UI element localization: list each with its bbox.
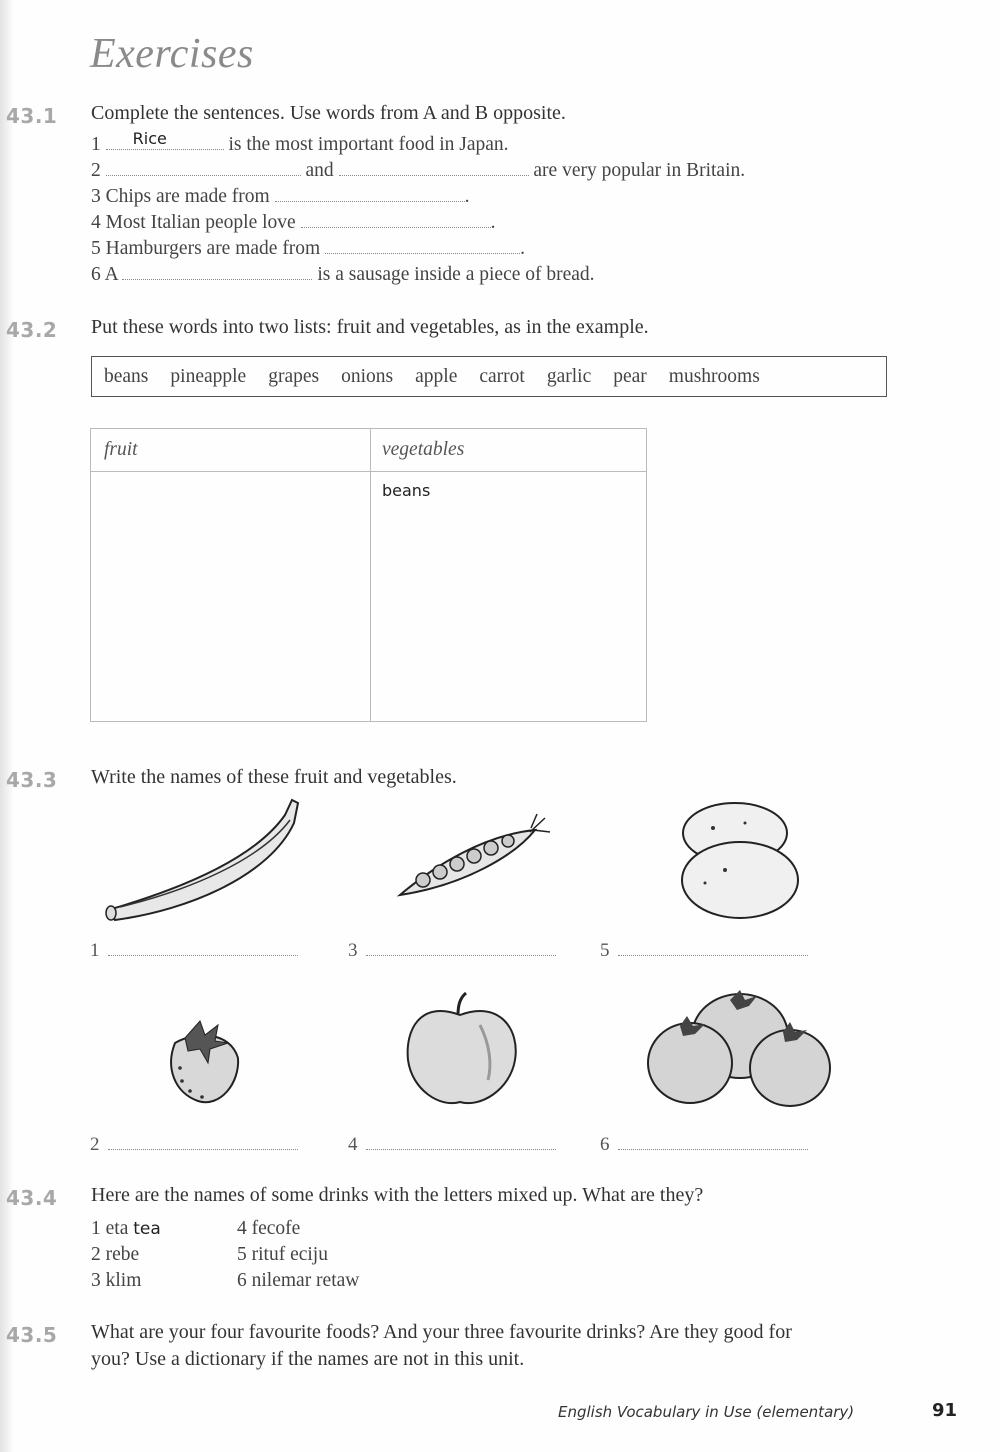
sentence-5: 5 Hamburgers are made from . xyxy=(91,238,525,259)
exercise-43-2-instruction: Put these words into two lists: fruit and vegetables, as in the example. xyxy=(91,316,649,338)
column-divider xyxy=(370,429,371,721)
sentence-4: 4 Most Italian people love . xyxy=(91,212,496,233)
answer-blank[interactable] xyxy=(618,945,808,956)
answer-blank[interactable] xyxy=(108,945,298,956)
answer-blank-2b[interactable] xyxy=(339,161,529,176)
answer-blank-3[interactable] xyxy=(275,187,465,202)
answer-blank[interactable] xyxy=(366,945,556,956)
vegetables-entry: beans xyxy=(382,481,431,500)
word: mushrooms xyxy=(668,365,760,387)
drink-item-1: 1 eta tea xyxy=(91,1218,161,1239)
exercise-43-1-instruction: Complete the sentences. Use words from A and B opposite. xyxy=(91,102,566,124)
exercise-number-43-2: 43.2 xyxy=(6,318,58,342)
answer-blank[interactable] xyxy=(108,1139,298,1150)
answer-blank[interactable] xyxy=(618,1139,808,1150)
exercise-number-43-4: 43.4 xyxy=(6,1186,58,1210)
sentence-2: 2 and are very popular in Britain. xyxy=(91,160,746,181)
word: apple xyxy=(415,365,458,387)
word: garlic xyxy=(546,365,592,387)
exercise-number-43-1: 43.1 xyxy=(6,104,58,128)
potatoes-icon xyxy=(675,798,805,923)
drink-item-2: 2 rebe xyxy=(91,1244,140,1265)
drink-item-5: 5 rituf eciju xyxy=(237,1244,328,1265)
strawberry-icon xyxy=(160,1013,245,1108)
word: grapes xyxy=(268,365,320,387)
page-number: 91 xyxy=(932,1400,958,1421)
answer-blank-1[interactable] xyxy=(106,129,224,150)
apple-icon xyxy=(400,990,530,1110)
word: pear xyxy=(613,365,647,387)
picture-label-3[interactable]: 3 xyxy=(348,940,556,962)
header-vegetables: vegetables xyxy=(382,439,465,460)
picture-label-5[interactable]: 5 xyxy=(600,940,808,962)
word: beans xyxy=(104,365,149,387)
sentence-1: 1 Rice is the most important food in Japan. xyxy=(91,129,509,155)
picture-label-2[interactable]: 2 xyxy=(90,1134,298,1156)
fruit-column-cell[interactable] xyxy=(91,472,370,722)
answer-blank-6[interactable] xyxy=(122,265,312,280)
drink-item-3: 3 klim xyxy=(91,1270,142,1291)
picture-label-4[interactable]: 4 xyxy=(348,1134,556,1156)
answer-blank-2a[interactable] xyxy=(106,161,301,176)
picture-label-6[interactable]: 6 xyxy=(600,1134,808,1156)
banana-icon xyxy=(100,795,305,925)
exercise-number-43-5: 43.5 xyxy=(6,1323,58,1347)
scan-edge-shadow xyxy=(0,0,14,1452)
drink-item-4: 4 fecofe xyxy=(237,1218,301,1239)
answer-blank-4[interactable] xyxy=(301,213,491,228)
page-title: Exercises xyxy=(90,31,254,77)
word: carrot xyxy=(479,365,525,387)
header-fruit: fruit xyxy=(104,439,138,460)
exercise-43-3-instruction: Write the names of these fruit and vegetables. xyxy=(91,766,457,788)
exercise-43-4-instruction: Here are the names of some drinks with the letters mixed up. What are they? xyxy=(91,1184,704,1206)
sentence-3: 3 Chips are made from . xyxy=(91,186,470,207)
drink-item-6: 6 nilemar retaw xyxy=(237,1270,360,1291)
exercise-43-5-instruction-line2: you? Use a dictionary if the names are not in this unit. xyxy=(91,1348,525,1370)
word: pineapple xyxy=(170,365,247,387)
fruit-vegetables-table xyxy=(90,428,647,722)
word: onions xyxy=(341,365,394,387)
picture-label-1[interactable]: 1 xyxy=(90,940,298,962)
tomatoes-icon xyxy=(645,988,840,1108)
handwritten-answer: tea xyxy=(133,1219,161,1239)
handwritten-answer: Rice xyxy=(132,129,167,148)
answer-blank-5[interactable] xyxy=(325,239,520,254)
sentence-6: 6 A is a sausage inside a piece of bread. xyxy=(91,264,595,285)
pea-pod-icon xyxy=(395,810,555,900)
footer-book-title: English Vocabulary in Use (elementary) xyxy=(558,1403,855,1421)
exercise-43-5-instruction-line1: What are your four favourite foods? And your three favourite drinks? Are they good for xyxy=(91,1321,792,1343)
answer-blank[interactable] xyxy=(366,1139,556,1150)
word-box xyxy=(91,356,887,397)
exercise-number-43-3: 43.3 xyxy=(6,768,58,792)
